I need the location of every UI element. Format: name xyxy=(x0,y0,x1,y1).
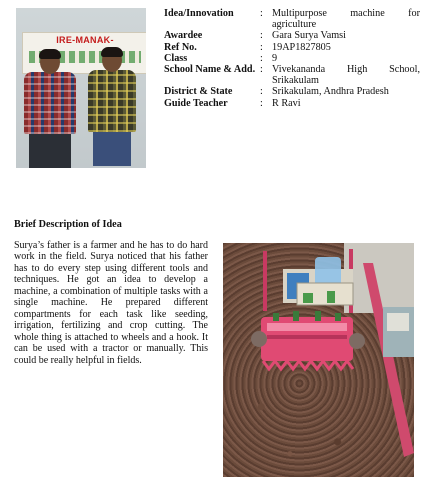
info-value: Vivekananda High School, Srikakulam xyxy=(272,64,420,87)
machine-illustration xyxy=(223,243,414,477)
info-separator: : xyxy=(260,97,263,109)
info-label: Class xyxy=(164,52,188,64)
info-label: Idea/Innovation xyxy=(164,8,234,19)
info-separator: : xyxy=(260,8,263,19)
banner-text: IRE-MANAK- xyxy=(56,35,114,45)
info-label: School Name & Add. xyxy=(164,64,256,76)
info-value: Srikakulam, Andhra Pradesh xyxy=(272,86,389,98)
machine-photo xyxy=(223,243,414,477)
info-value: Multipurpose machine for agriculture xyxy=(272,8,420,31)
info-value: 19AP1827805 xyxy=(272,41,331,53)
info-label: District & State xyxy=(164,86,233,98)
info-label: Guide Teacher xyxy=(164,97,228,109)
info-label: Awardee xyxy=(164,30,203,42)
info-value: Gara Surya Vamsi xyxy=(272,30,346,42)
awardee-photo xyxy=(16,8,146,168)
info-separator: : xyxy=(260,86,263,98)
info-separator: : xyxy=(260,30,263,42)
idea-description: Surya’s father is a farmer and he has to do hard work in the field. Surya noticed that his father has to do every step using different tools and techniques. He got an idea to develop a machine, a combination of multiple tasks with a single machine. He prepared different compartments for each task like seeding, irrigation, fertilizing and crop cutting. The whole thing is attached to wheels and a hook. It can be used with a tractor or manually. This could be really helpful in fields. xyxy=(14,240,208,366)
info-row-district xyxy=(164,86,420,97)
awardee-info xyxy=(164,8,420,109)
info-row-guide xyxy=(164,98,420,109)
info-row-class xyxy=(164,53,420,64)
student-left xyxy=(24,50,76,168)
info-separator: : xyxy=(260,64,263,76)
info-row-idea xyxy=(164,8,420,30)
info-row-ref xyxy=(164,42,420,53)
info-label: Ref No. xyxy=(164,41,197,53)
info-value: 9 xyxy=(272,52,278,64)
info-value: R Ravi xyxy=(272,97,301,109)
info-row-awardee xyxy=(164,30,420,41)
section-heading: Brief Description of Idea xyxy=(14,219,122,230)
info-separator: : xyxy=(260,41,263,53)
info-row-school xyxy=(164,64,420,86)
info-separator: : xyxy=(260,52,263,64)
student-right xyxy=(88,48,136,168)
